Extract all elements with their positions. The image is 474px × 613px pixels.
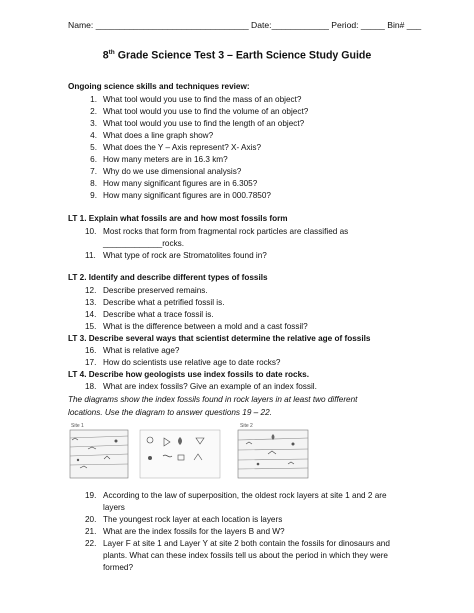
fossil-key [140, 430, 220, 478]
header-line: Name: ________________________________ Date:____________ Period: _____ Bin# ___ [68, 20, 422, 30]
section-heading-lt3: LT 3. Describe several ways that scientist determine the relative age of fossils [68, 334, 371, 343]
list-item-continuation: _____________rocks. [103, 239, 185, 248]
section-heading-skills: Ongoing science skills and techniques review: [68, 82, 250, 91]
list-item-continuation: plants. What can these index fossils tell us about the period in which they were [103, 551, 388, 560]
site2-diagram [238, 423, 308, 478]
section-heading-lt4: LT 4. Describe how geologists use index fossils to date rocks. [68, 370, 309, 379]
diagram-intro-line1: The diagrams show the index fossils found in rock layers in at least two different [68, 395, 358, 404]
section-heading-lt2: LT 2. Identify and describe different types of fossils [68, 273, 268, 282]
site2-label: Site 2 [240, 423, 253, 429]
rock-layers-diagram [68, 420, 313, 486]
diagram-intro-line2: locations. Use the diagram to answer questions 19 – 22. [68, 408, 272, 417]
site1-label: Site 1 [71, 423, 84, 429]
title-grade: 8 [102, 49, 109, 62]
title-rest: Grade Science Test 3 – Earth Science Study Guide [114, 49, 372, 62]
list-item-continuation: layers [103, 503, 125, 512]
title-sup: th [108, 49, 115, 56]
section-heading-lt1: LT 1. Explain what fossils are and how most fossils form [68, 214, 288, 223]
page-title [0, 49, 474, 62]
site1-diagram [70, 423, 128, 478]
list-item-continuation: formed? [103, 563, 134, 572]
